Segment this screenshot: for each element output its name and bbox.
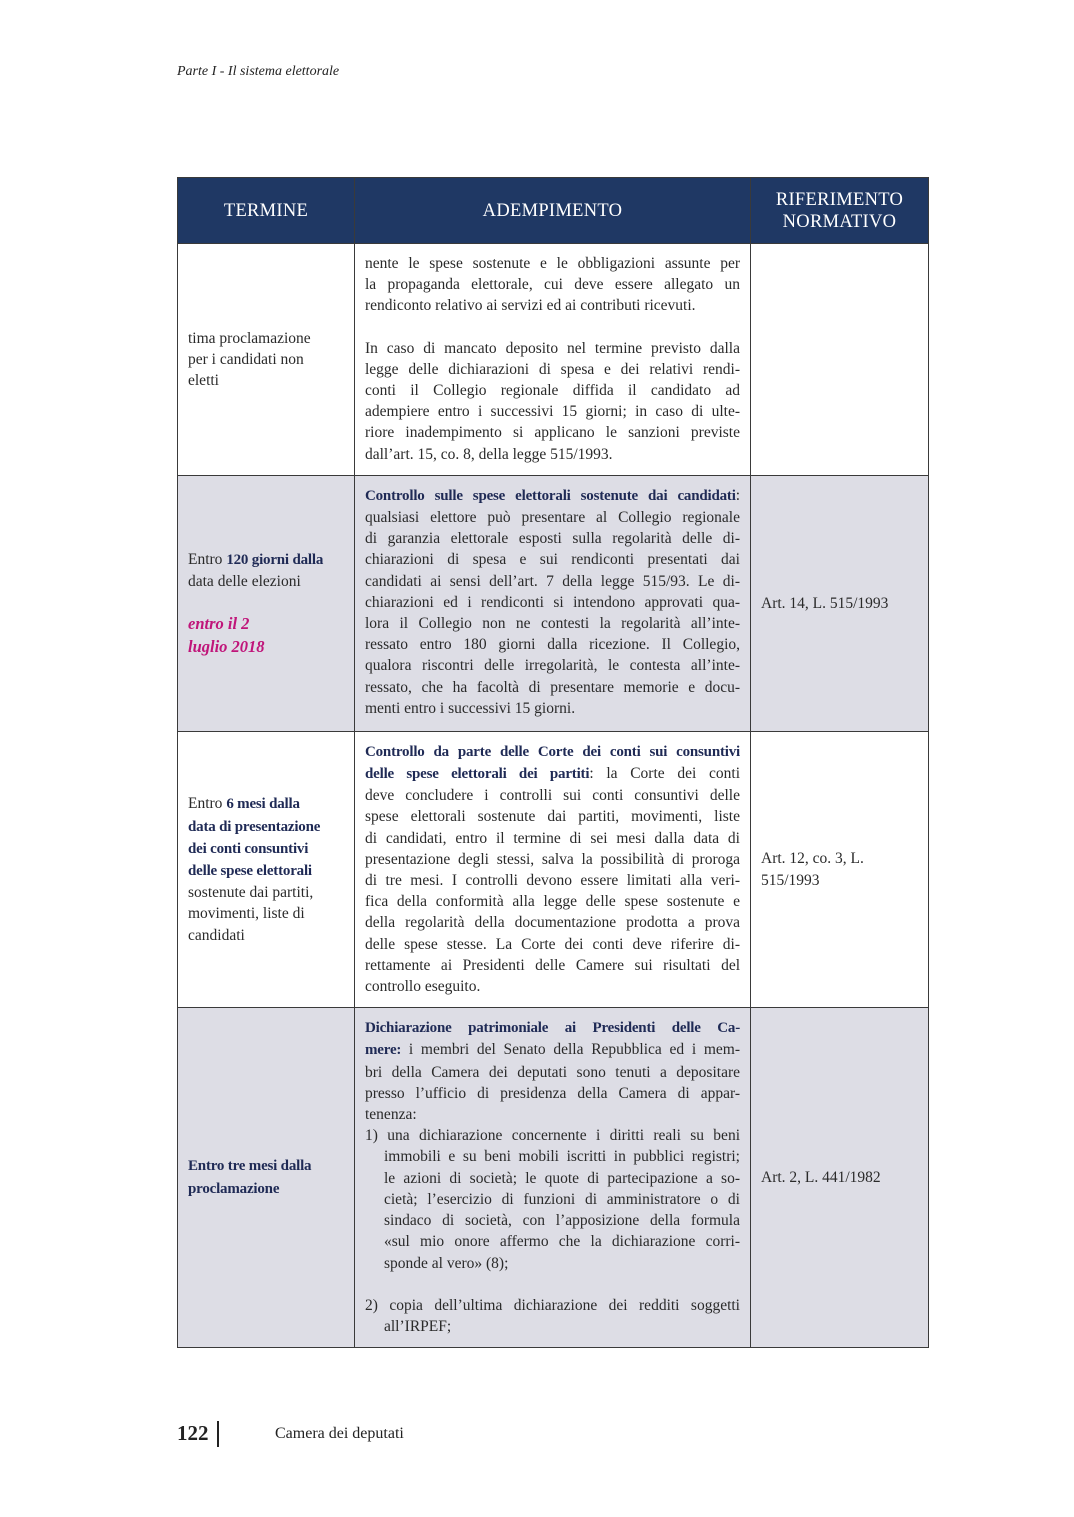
header-adempimento: ADEMPIMENTO (355, 178, 751, 244)
text-line (365, 1168, 740, 1189)
text-segment: ressato entro 180 giorni dalla ricezione. Il Collegio, (365, 636, 740, 654)
text-segment: 1) una dichiarazione concernente i diritti reali su beni (365, 1127, 740, 1145)
text-segment: le azioni di società; le quote di partecipazione a so- (384, 1169, 740, 1187)
deadline-date-highlight: entro il 2 (188, 614, 250, 634)
text-segment: deve concludere i controlli sui conti consuntivi delle (365, 787, 740, 805)
text-line (365, 1146, 740, 1167)
text-line (365, 1231, 740, 1252)
text-segment: presentazione degli stessi, salva la possibilità di proroga (365, 850, 740, 868)
cell-adempimento (355, 731, 751, 1007)
footer-publisher: Camera dei deputati (275, 1425, 404, 1442)
text-segment: all’IRPEF; (384, 1317, 452, 1335)
emphasis-text: data di presentazione (188, 818, 321, 835)
text-segment: riore inadempimento si applicano le sanzioni previste (365, 424, 740, 442)
emphasis-text: 120 giorni dalla (226, 551, 324, 568)
footer-divider (217, 1421, 219, 1447)
text-line (365, 274, 740, 295)
text-segment: per i candidati non (188, 350, 304, 368)
cell-adempimento (355, 1008, 751, 1348)
text-segment: chiarazioni ed i rendiconti si intendono approvati qua- (365, 593, 740, 611)
text-segment: nente le spese sostenute e le obbligazioni assunte per (365, 255, 740, 272)
text-segment: sindaco di società, con l’apposizione della formula (384, 1212, 740, 1230)
text-segment: tima proclamazione (188, 329, 311, 347)
text-line (365, 912, 740, 933)
text-line (365, 359, 740, 380)
text-segment: menti entro i successivi 15 giorni. (365, 699, 576, 717)
text-line (365, 1039, 740, 1061)
text-line (365, 380, 740, 401)
legal-reference: Art. 14, L. 515/1993 (761, 594, 889, 612)
text-line (188, 860, 344, 882)
table-row (178, 244, 929, 476)
text-segment: cietà; l’esercizio di funzioni di amministratore o di (384, 1190, 740, 1208)
text-line (188, 925, 344, 946)
text-segment: bri della Camera dei deputati sono tenuti a depositare (365, 1063, 740, 1081)
legal-reference: 515/1993 (761, 871, 820, 889)
text-line (365, 1104, 740, 1125)
header-termine: TERMINE (178, 178, 355, 244)
text-line (188, 636, 344, 658)
text-segment: di garanzia elettorale esposti sulla regolarità delle di- (365, 530, 740, 548)
text-segment: lora il Collegio non ne contesti la regolarità all’inte- (365, 615, 740, 633)
text-line (365, 849, 740, 870)
text-segment: candidati ai sensi dell’art. 7 della legge 515/93. Le di- (365, 572, 740, 590)
text-line (365, 571, 740, 592)
text-segment: In caso di mancato deposito nel termine previsto dalla (365, 339, 740, 357)
text-line (365, 338, 740, 359)
text-line (188, 838, 344, 860)
page-number: 122 (177, 1421, 209, 1445)
text-line (365, 870, 740, 891)
cell-adempimento (355, 475, 751, 731)
text-line (365, 1316, 740, 1337)
text-segment: Entro (188, 550, 227, 568)
text-line (365, 955, 740, 976)
text-line (188, 816, 344, 838)
cell-riferimento (751, 1008, 929, 1348)
text-line (365, 677, 740, 698)
text-line (188, 571, 344, 592)
table-row (178, 1008, 929, 1348)
text-line (188, 328, 344, 349)
text-line (365, 1083, 740, 1104)
text-segment: fica della conformità alla legge delle spese sostenute e (365, 893, 740, 911)
emphasis-text: delle spese elettorali dei partiti (365, 766, 590, 783)
text-line (188, 793, 344, 815)
emphasis-text: Controllo da parte delle Corte dei conti sui consuntivi (365, 743, 740, 760)
text-segment: sponde al vero» (8); (384, 1254, 509, 1272)
text-segment: di candidati, entro il termine di sei mesi dalla data di (365, 829, 740, 847)
text-line (365, 528, 740, 549)
emphasis-text: Entro tre mesi dalla (188, 1158, 312, 1175)
emphasis-text: delle spese elettorali (188, 862, 312, 879)
text-segment: data delle elezioni (188, 573, 301, 591)
text-segment: sostenute dai partiti, (188, 884, 314, 902)
text-segment: ressato, che ha facoltà di presentare memorie e docu- (365, 678, 740, 696)
text-line (365, 806, 740, 827)
text-line (365, 828, 740, 849)
text-segment: chiarazioni di spesa e sui rendiconti presentati dai (365, 551, 740, 569)
text-segment: adempiere entro i successivi 15 giorni; in caso di ulte- (365, 403, 740, 421)
text-segment: i membri del Senato della Repubblica ed i mem- (401, 1041, 740, 1059)
text-line (365, 444, 740, 465)
text-segment: dall’art. 15, co. 8, della legge 515/1993. (365, 445, 613, 463)
text-line (365, 763, 740, 785)
text-line (365, 934, 740, 955)
text-segment: : la Corte dei conti (589, 765, 740, 783)
text-segment: controllo eseguito. (365, 978, 481, 996)
text-line (365, 698, 740, 719)
running-header: Parte I - Il sistema elettorale (177, 64, 340, 79)
header-riferimento: RIFERIMENTO NORMATIVO (751, 178, 929, 244)
cell-riferimento (751, 244, 929, 476)
text-line (365, 634, 740, 655)
text-segment: della regolarità della documentazione prodotta a prova (365, 914, 740, 932)
paragraph-gap (365, 1274, 740, 1295)
cell-adempimento (355, 244, 751, 476)
text-line (365, 785, 740, 806)
legal-reference: Art. 2, L. 441/1982 (761, 1169, 881, 1187)
text-segment: «sul mio onore affermo che la dichiarazione corri- (384, 1233, 740, 1251)
text-line (365, 253, 740, 274)
cell-termine (178, 1008, 355, 1348)
text-segment: candidati (188, 926, 245, 944)
text-segment: rendiconto relativo ai servizi ed ai contributi ricevuti. (365, 297, 696, 315)
text-line (365, 613, 740, 634)
cell-termine (178, 731, 355, 1007)
text-segment: presso l’ufficio di presidenza della Camera di appar- (365, 1084, 740, 1102)
text-line (365, 1062, 740, 1083)
text-segment: tenenza: (365, 1106, 417, 1124)
text-segment: delle spese stesse. La Corte dei conti deve riferire di- (365, 935, 740, 953)
text-line (188, 370, 344, 391)
text-segment: Entro (188, 795, 227, 813)
text-segment: movimenti, liste di (188, 905, 305, 923)
cell-riferimento (751, 475, 929, 731)
cell-riferimento (751, 731, 929, 1007)
text-line (365, 655, 740, 676)
table-header-row (178, 178, 929, 244)
cell-termine (178, 244, 355, 476)
text-segment: : (735, 486, 740, 504)
paragraph-gap (188, 592, 344, 613)
table-row (178, 731, 929, 1007)
text-line (188, 349, 344, 370)
text-line (365, 741, 740, 763)
text-line (365, 1125, 740, 1146)
text-line (365, 485, 740, 507)
legal-reference: Art. 12, co. 3, L. (761, 850, 864, 868)
emphasis-text: mere: (365, 1042, 402, 1059)
cell-termine (178, 475, 355, 731)
text-line (188, 613, 344, 635)
text-line (188, 903, 344, 924)
text-segment: immobili e su beni mobili iscritti in pubblici registri; (384, 1148, 740, 1166)
text-segment: la propaganda elettorale, cui deve essere allegato un (365, 276, 740, 294)
text-line (188, 1155, 344, 1177)
text-line (365, 976, 740, 997)
text-line (188, 1178, 344, 1200)
text-line (188, 549, 344, 571)
text-segment: spese elettorali sostenute dai partiti, movimenti, liste (365, 808, 740, 826)
text-line (188, 882, 344, 903)
text-line (365, 1189, 740, 1210)
emphasis-text: dei conti consuntivi (188, 840, 309, 857)
text-line (365, 891, 740, 912)
text-segment: legge delle dichiarazioni di spesa e dei relativi rendi- (365, 360, 740, 378)
text-segment: qualsiasi elettore può presentare al Collegio regionale (365, 509, 740, 527)
text-segment: di tre mesi. I controlli devono essere limitati alla veri- (365, 872, 740, 890)
text-line (365, 1017, 740, 1039)
text-line (365, 1253, 740, 1274)
text-line (365, 422, 740, 443)
deadline-date-highlight: luglio 2018 (188, 636, 265, 656)
text-segment: qualora riscontri delle irregolarità, le contesta all’inte- (365, 657, 740, 675)
table-row (178, 475, 929, 731)
text-segment: conti il Collegio regionale diffida il candidato ad (365, 382, 740, 400)
text-line (365, 507, 740, 528)
emphasis-text: proclamazione (188, 1180, 280, 1197)
text-line (365, 295, 740, 316)
text-segment: 2) copia dell’ultima dichiarazione dei redditi soggetti (365, 1296, 740, 1314)
text-segment: rettamente ai Presidenti delle Camere sui risultati del (365, 956, 740, 974)
text-line (365, 1295, 740, 1316)
text-line (365, 549, 740, 570)
emphasis-text: Controllo sulle spese elettorali sostenute dai candidati (365, 487, 736, 504)
text-line (365, 401, 740, 422)
text-line (365, 1210, 740, 1231)
text-segment: eletti (188, 372, 219, 390)
emphasis-text: Dichiarazione patrimoniale ai Presidenti delle Ca- (365, 1020, 740, 1037)
text-line (365, 592, 740, 613)
paragraph-gap (365, 317, 740, 338)
emphasis-text: 6 mesi dalla (226, 796, 300, 813)
deadlines-table (177, 177, 929, 1348)
